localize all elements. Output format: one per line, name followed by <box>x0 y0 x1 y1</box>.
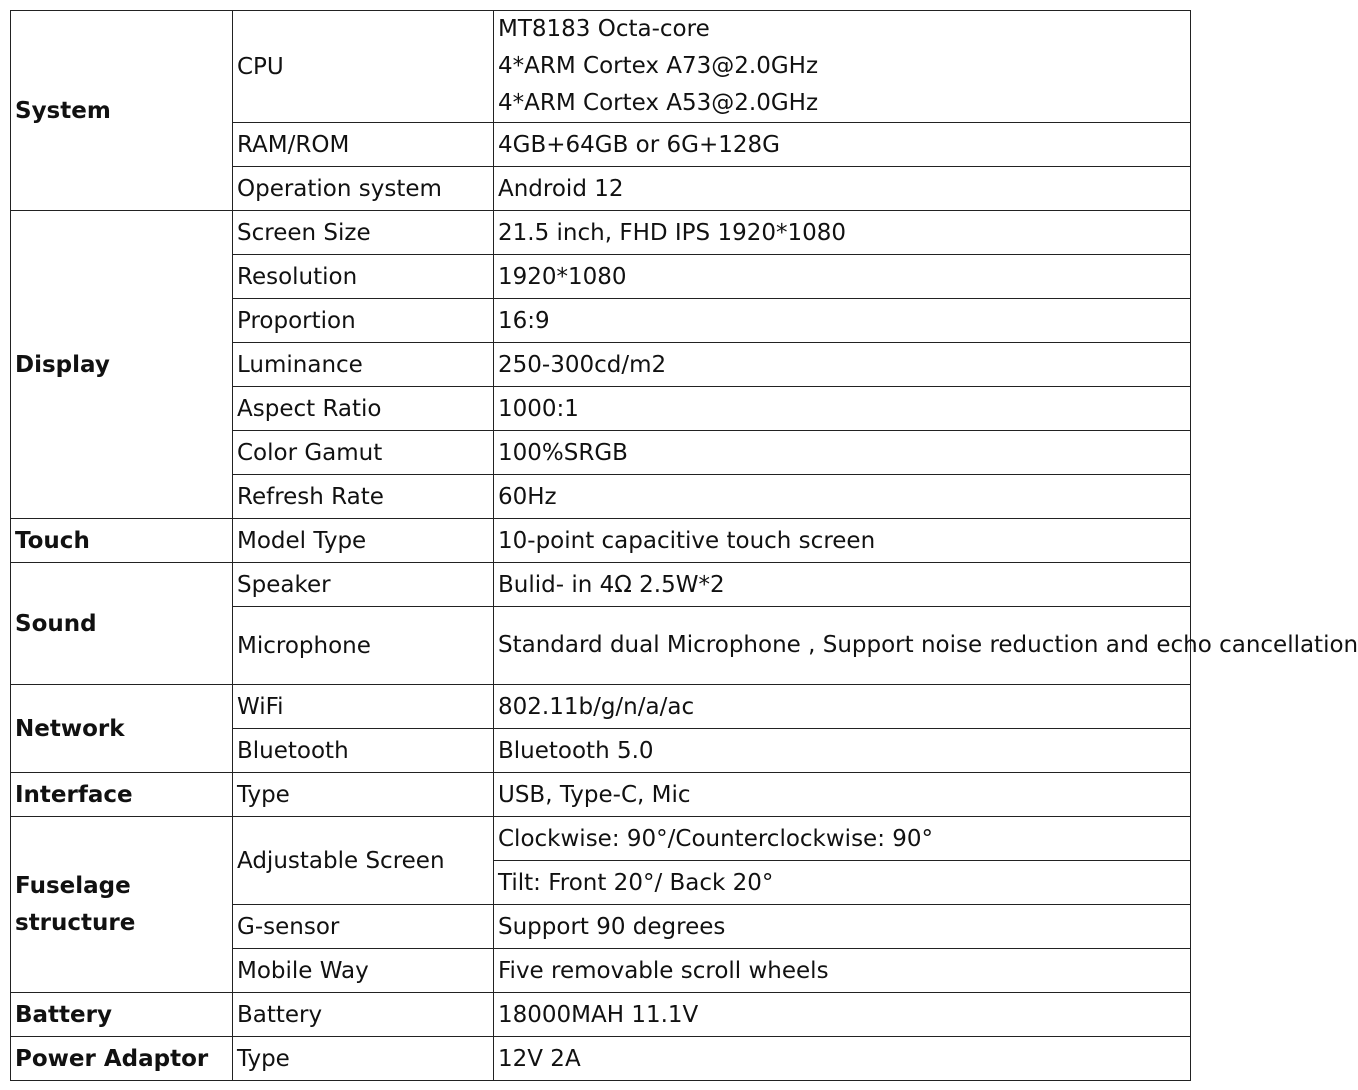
value-model-type: 10-point capacitive touch screen <box>494 519 1191 563</box>
table-row <box>11 211 1191 255</box>
table-row <box>11 817 1191 861</box>
table-row <box>11 563 1191 607</box>
label-microphone: Microphone <box>233 607 494 685</box>
label-luminance: Luminance <box>233 343 494 387</box>
value-interface-type: USB, Type-C, Mic <box>494 773 1191 817</box>
label-os: Operation system <box>233 167 494 211</box>
category-interface: Interface <box>11 773 233 817</box>
value-cpu <box>494 11 1191 123</box>
category-sound: Sound <box>11 563 233 685</box>
cpu-line: 4*ARM Cortex A73@2.0GHz <box>498 53 819 79</box>
label-bluetooth: Bluetooth <box>233 729 494 773</box>
label-proportion: Proportion <box>233 299 494 343</box>
value-color-gamut: 100%SRGB <box>494 431 1191 475</box>
label-model-type: Model Type <box>233 519 494 563</box>
category-power-adaptor: Power Adaptor <box>11 1037 233 1081</box>
value-resolution: 1920*1080 <box>494 255 1191 299</box>
value-ram: 4GB+64GB or 6G+128G <box>494 123 1191 167</box>
label-wifi: WiFi <box>233 685 494 729</box>
label-resolution: Resolution <box>233 255 494 299</box>
table-row <box>11 685 1191 729</box>
label-refresh-rate: Refresh Rate <box>233 475 494 519</box>
value-os: Android 12 <box>494 167 1191 211</box>
label-color-gamut: Color Gamut <box>233 431 494 475</box>
category-system: System <box>11 11 233 211</box>
value-proportion: 16:9 <box>494 299 1191 343</box>
value-refresh-rate: 60Hz <box>494 475 1191 519</box>
value-microphone: Standard dual Microphone , Support noise reduction and echo cancellation <box>494 607 1191 685</box>
label-speaker: Speaker <box>233 563 494 607</box>
category-network: Network <box>11 685 233 773</box>
label-screen-size: Screen Size <box>233 211 494 255</box>
category-display: Display <box>11 211 233 519</box>
cpu-line: MT8183 Octa-core <box>498 16 710 42</box>
category-fuselage-line: structure <box>15 909 136 936</box>
value-mobile-way: Five removable scroll wheels <box>494 949 1191 993</box>
value-luminance: 250-300cd/m2 <box>494 343 1191 387</box>
value-battery: 18000MAH 11.1V <box>494 993 1191 1037</box>
table-row <box>11 1037 1191 1081</box>
value-screen-size: 21.5 inch, FHD IPS 1920*1080 <box>494 211 1191 255</box>
value-speaker: Bulid- in 4Ω 2.5W*2 <box>494 563 1191 607</box>
cpu-line: 4*ARM Cortex A53@2.0GHz <box>498 90 819 116</box>
table-row <box>11 773 1191 817</box>
value-bluetooth: Bluetooth 5.0 <box>494 729 1191 773</box>
value-wifi: 802.11b/g/n/a/ac <box>494 685 1191 729</box>
value-g-sensor: Support 90 degrees <box>494 905 1191 949</box>
label-mobile-way: Mobile Way <box>233 949 494 993</box>
category-touch: Touch <box>11 519 233 563</box>
table-row <box>11 993 1191 1037</box>
label-aspect-ratio: Aspect Ratio <box>233 387 494 431</box>
label-interface-type: Type <box>233 773 494 817</box>
value-rotation: Clockwise: 90°/Counterclockwise: 90° <box>494 817 1191 861</box>
category-battery: Battery <box>11 993 233 1037</box>
label-g-sensor: G-sensor <box>233 905 494 949</box>
label-adjustable-screen: Adjustable Screen <box>233 817 494 905</box>
label-cpu: CPU <box>233 11 494 123</box>
label-power-type: Type <box>233 1037 494 1081</box>
category-fuselage <box>11 817 233 993</box>
label-battery: Battery <box>233 993 494 1037</box>
category-fuselage-line: Fuselage <box>15 872 131 899</box>
spec-table <box>10 10 1358 1081</box>
value-aspect-ratio: 1000:1 <box>494 387 1191 431</box>
label-ram: RAM/ROM <box>233 123 494 167</box>
value-tilt: Tilt: Front 20°/ Back 20° <box>494 861 1191 905</box>
table-row <box>11 519 1191 563</box>
value-power-type: 12V 2A <box>494 1037 1191 1081</box>
table-row <box>11 11 1191 123</box>
